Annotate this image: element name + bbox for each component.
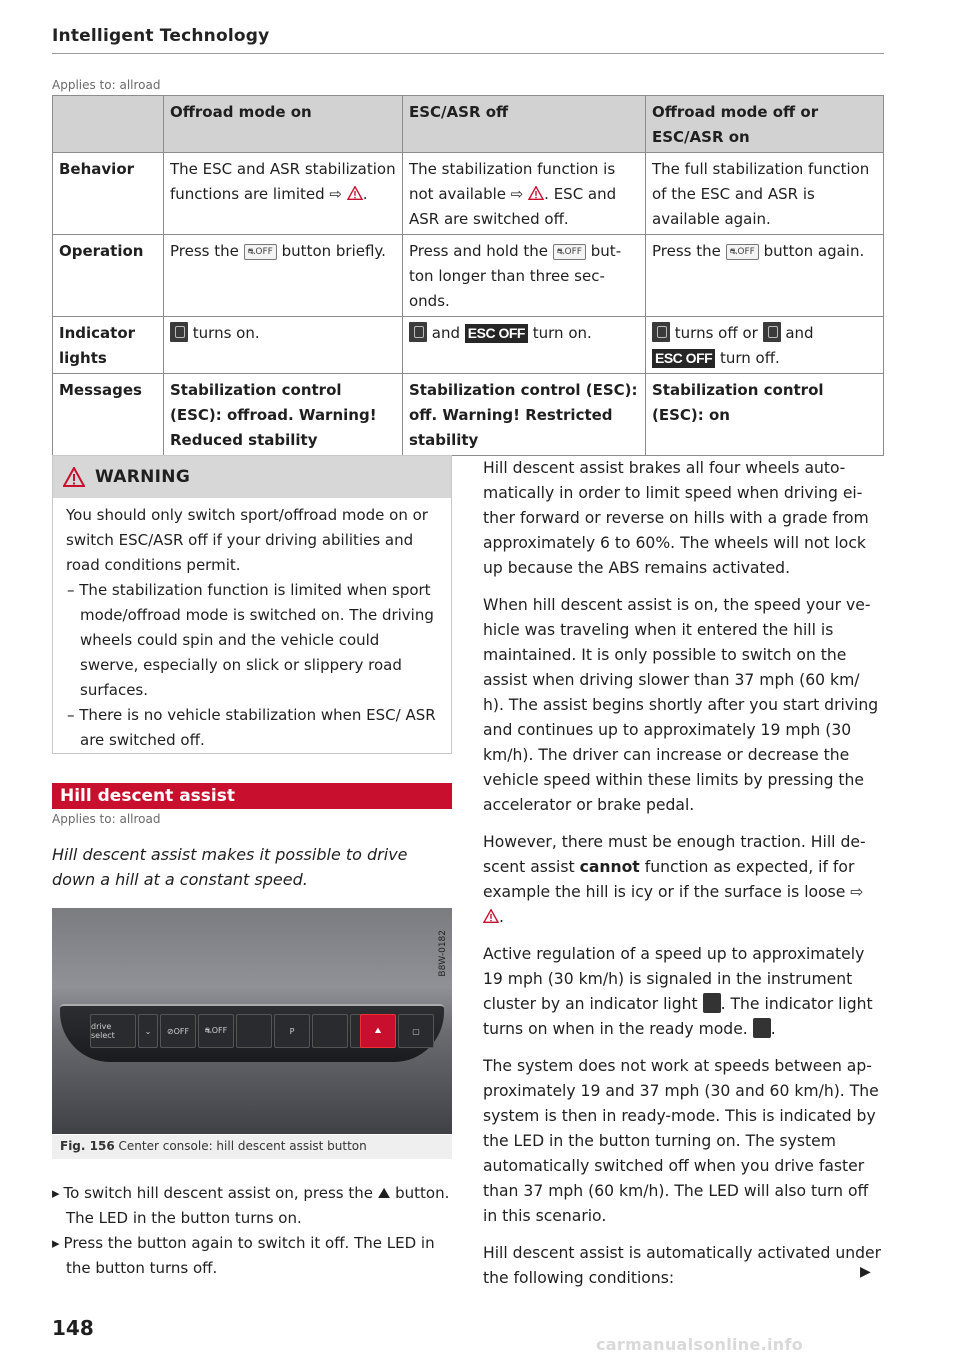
table-header-empty xyxy=(53,96,164,153)
cell-text: Press and hold the xyxy=(409,242,548,260)
center-console xyxy=(60,1004,444,1062)
paragraph-text: . The indicator light turns on when in the ready mode. xyxy=(483,995,873,1038)
cell-text: The ESC and ASR stabilization functions are limited ⇨ xyxy=(170,160,396,203)
table-cell xyxy=(164,153,403,235)
list-item: ▸ To switch hill descent assist on, press the ⛰ button. The LED in the button turns on. xyxy=(52,1181,452,1231)
table-cell xyxy=(164,317,403,374)
esc-indicator-icon xyxy=(652,322,670,342)
page-header xyxy=(52,26,884,54)
paragraph: The system does not work at speeds between approximately 19 and 37 mph (30 and 60 km/h). The system is then in ready-mode. This is indicated by the LED in the button turning on. The system automatically switched off when you drive faster than 37 mph (60 km/h). The LED will also turn off in this scenario. xyxy=(483,1057,879,1225)
table-cell xyxy=(403,153,646,235)
cell-text: Press the xyxy=(170,242,239,260)
esc-off-indicator-icon: ESC OFF xyxy=(465,324,528,343)
cell-text: and xyxy=(431,324,461,342)
table-header-offroad-on: Offroad mode on xyxy=(164,96,403,153)
console-button xyxy=(236,1014,272,1048)
list-item: – The stabilization function is limited when sport mode/offroad mode is switched on. The driving wheels could spin and the vehicle could swerve, especially on slick or slippery road surfaces. xyxy=(67,581,434,699)
warning-icon xyxy=(347,186,363,200)
right-column xyxy=(483,456,883,1303)
cell-text: The stabilization function is not available ⇨ xyxy=(409,160,616,203)
cell-text: Press the xyxy=(652,242,721,260)
cell-text: button longer than three seconds. xyxy=(409,242,622,310)
offroad-button-icon: ⛐OFF xyxy=(244,244,277,260)
esc-off-indicator-icon: ESC OFF xyxy=(652,349,715,368)
table-cell xyxy=(403,235,646,317)
warning-body xyxy=(53,498,451,753)
table-cell xyxy=(646,235,884,317)
paragraph-text: However, there must be enough traction. Hill descent assist xyxy=(483,833,866,876)
chevron-down-icon: ⌄ xyxy=(138,1014,158,1048)
cell-text: turn on. xyxy=(532,324,592,342)
warning-icon xyxy=(528,186,544,200)
warning-intro: You should only switch sport/offroad mode on or switch ESC/ASR off if your driving abilities and road conditions permit. xyxy=(66,506,428,574)
drive-select-button: drive select xyxy=(90,1014,136,1048)
table-header-offroad-off: Offroad mode off or ESC/ASR on xyxy=(646,96,884,153)
esc-off-button: ⛐OFF xyxy=(198,1014,234,1048)
cell-text: turn off. xyxy=(719,349,780,367)
table-cell: The full stabilization function of the ESC and ASR is available again. xyxy=(646,153,884,235)
hazard-button: ▢ xyxy=(398,1014,434,1048)
table-cell: Stabilization control (ESC): off. Warning! Restricted stability xyxy=(403,374,646,456)
mode-table xyxy=(52,95,884,456)
esc-indicator-icon xyxy=(763,322,781,342)
start-stop-off-button: ⊘OFF xyxy=(160,1014,196,1048)
hill-descent-indicator-icon xyxy=(703,993,721,1013)
figure-image xyxy=(52,908,452,1134)
warning-icon xyxy=(63,467,85,487)
table-cell: Stabilization control (ESC): offroad. Warning! Reduced stability xyxy=(164,374,403,456)
applies-to: Applies to: allroad xyxy=(52,812,161,826)
parking-button: P xyxy=(274,1014,310,1048)
table-row xyxy=(53,153,884,235)
row-label-operation: Operation xyxy=(53,235,164,317)
page-title: Intelligent Technology xyxy=(52,26,270,46)
row-label-messages: Messages xyxy=(53,374,164,456)
figure-label: Fig. 156 xyxy=(60,1139,115,1153)
offroad-button-icon: ⛐OFF xyxy=(553,244,586,260)
paragraph xyxy=(483,942,883,1042)
console-button xyxy=(312,1014,348,1048)
figure-code: B8W-0182 xyxy=(438,930,448,977)
row-label-indicator-lights: Indicator lights xyxy=(53,317,164,374)
cell-text: . xyxy=(362,185,368,203)
table-cell: Stabilization control (ESC): on xyxy=(646,374,884,456)
warning-box xyxy=(52,455,452,754)
table-row xyxy=(53,374,884,456)
cell-text: button again. xyxy=(763,242,865,260)
hill-descent-button: ⛰ xyxy=(360,1014,396,1048)
instruction-steps xyxy=(52,1181,452,1281)
warning-header xyxy=(53,456,451,498)
cell-text: . ESC and ASR are switched off. xyxy=(409,185,617,228)
cell-text: and xyxy=(785,324,814,342)
table-header-row xyxy=(53,96,884,153)
warning-list xyxy=(66,578,439,753)
section-intro: Hill descent assist makes it possible to drive down a hill at a constant speed. xyxy=(52,845,408,889)
applies-to: Applies to: allroad xyxy=(52,78,161,92)
table-cell xyxy=(403,317,646,374)
hill-descent-indicator-icon xyxy=(753,1018,771,1038)
cell-text: turns on. xyxy=(192,324,260,342)
page-number: 148 xyxy=(52,1316,94,1340)
paragraph: When hill descent assist is on, the speed your vehicle was traveling when it entered the hill is maintained. It is only possible to switch on the assist when driving slower than 37 mph (60 km/ h). The assist begins shortly after you start driving and continues up to approximately 19 mph (30 km/h). The driver can increase or decrease the vehicle speed within these limits by pressing the accelerator or brake pedal. xyxy=(483,596,879,814)
list-item: – There is no vehicle stabilization when ESC/ ASR are switched off. xyxy=(67,706,436,749)
offroad-button-icon: ⛐OFF xyxy=(726,244,759,260)
table-row xyxy=(53,317,884,374)
cell-text: turns off or xyxy=(674,324,758,342)
warning-icon xyxy=(483,909,499,923)
cell-text: button briefly. xyxy=(281,242,386,260)
paragraph: Hill descent assist brakes all four wheels automatically in order to limit speed when driving either forward or reverse on hills with a grade from approximately 6 to 60%. The wheels will not lock up because the ABS remains activated. xyxy=(483,459,869,577)
esc-indicator-icon xyxy=(170,322,188,342)
emphasis-text: cannot xyxy=(579,858,640,876)
continue-arrow-icon: ▶ xyxy=(860,1264,871,1280)
figure-caption xyxy=(52,1135,452,1159)
paragraph-text: . xyxy=(770,1020,776,1038)
esc-indicator-icon xyxy=(409,322,427,342)
paragraph-text: Active regulation of a speed up to approximately 19 mph (30 km/h) is signaled in the instrument cluster by an indicator light xyxy=(483,945,865,1013)
warning-title: WARNING xyxy=(95,467,191,487)
paragraph xyxy=(483,830,883,930)
table-header-esc-asr-off: ESC/ASR off xyxy=(403,96,646,153)
section-heading: Hill descent assist xyxy=(52,783,452,809)
table-cell xyxy=(164,235,403,317)
table-cell xyxy=(646,317,884,374)
paragraph-text: . xyxy=(499,908,504,926)
paragraph-text: function as expected, if for example the hill is icy or if the surface is loose ⇨ xyxy=(483,858,864,901)
row-label-behavior: Behavior xyxy=(53,153,164,235)
figure-caption-text: Center console: hill descent assist button xyxy=(118,1139,367,1153)
paragraph: Hill descent assist is automatically activated under the following conditions: xyxy=(483,1244,882,1287)
list-item: ▸ Press the button again to switch it off. The LED in the button turns off. xyxy=(52,1231,452,1281)
watermark: carmanualsonline.info xyxy=(596,1335,804,1354)
table-row xyxy=(53,235,884,317)
